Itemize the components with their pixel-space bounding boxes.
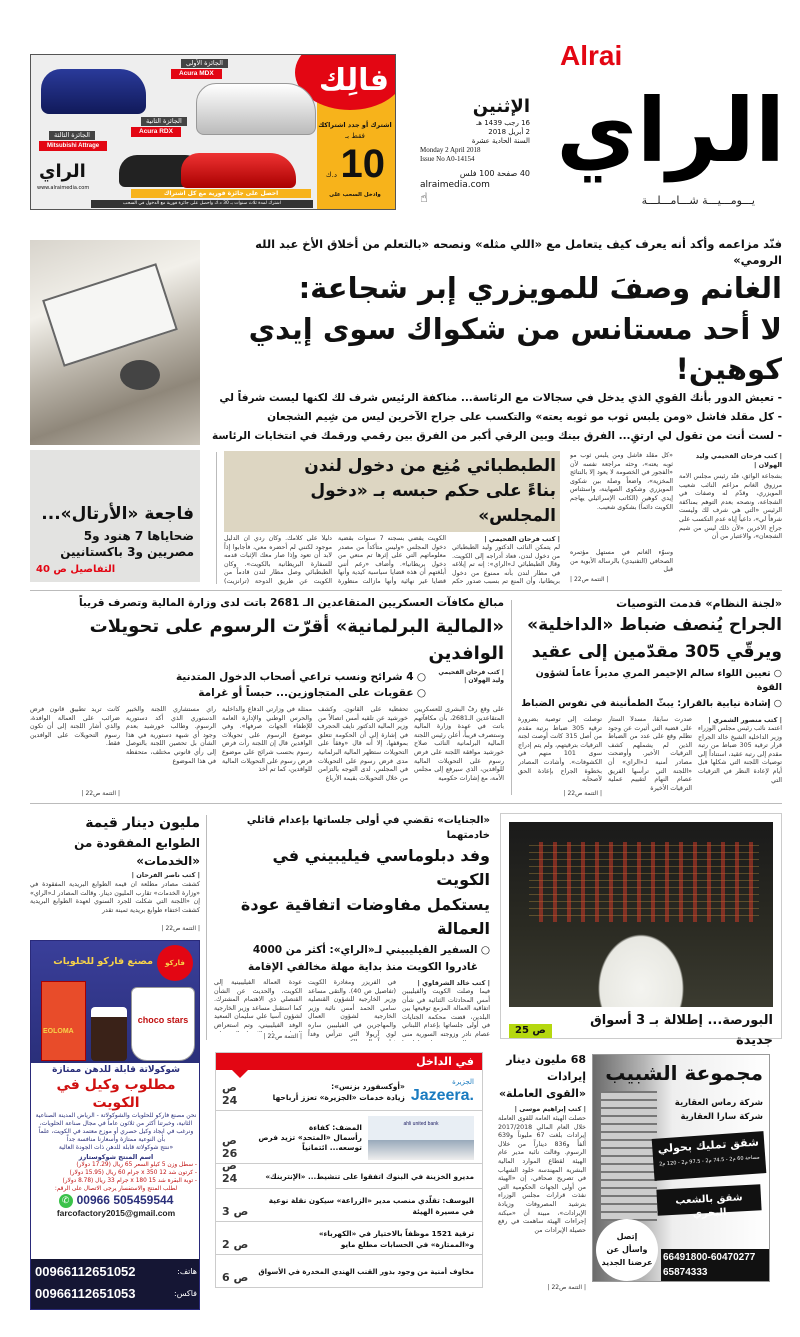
philippines-headline-2: يستكمل مفاوضات اتفاقية عودة العمالة	[240, 895, 490, 938]
year-label: السنة الحادية عشرة	[471, 137, 530, 145]
philippines-body-3: عودة العمالة الفيليبينية إلى الكويت، والحديث عن الشأن القنصلي ذي الاهتمام المشترك. كما استقبل مساعد وزير الخارجية لشؤون آسيا علي سليمان السعيد الوفد الفيليبيني، وتم استعراض	[214, 979, 302, 1029]
realestate-phones[interactable]: 66491800-60470277	[663, 1252, 756, 1263]
lead-body-2: «كل مقلد فاشل ومن يلبس ثوب مو ثوبه يعته»، وحثه مراجعة نفسه لأن «الفجور في الخصومة لا يعود إلا بالنتائج المخزية»، واضعاً وصلة بين شكوى المويزري وشكوى الصهاينة، واستئناس إيدي كوهين (الكاتب الإسرائيلي يهاجم الكويت دائماً) بشكوى شعيب.	[570, 452, 673, 511]
crash-photo	[30, 240, 200, 445]
offer-hawally	[652, 1131, 767, 1181]
philippines-continued[interactable]: | التتمة ص22 |	[263, 1033, 302, 1040]
tragedy-headline: فاجعة «الأرتال»...	[41, 504, 194, 524]
masthead-logo	[556, 40, 785, 212]
lead-bullets	[210, 389, 782, 446]
section-divider	[30, 590, 782, 591]
ad-prize-line: احصل على جائزة فورية مع كل اشتراك	[131, 189, 311, 198]
finance-bullets-row	[30, 669, 504, 701]
lead-body-3: وسوّء الغانم في مستهل مؤتمره الصحافي (التفنيدي) بالرسالة الأبوية من قبل	[570, 549, 673, 574]
inside-header	[216, 1053, 482, 1070]
car-label-mdx: Acura MDX	[171, 69, 222, 79]
farco-line-1: «ننتج شوكولاتة قابلة للدهن ذات الجودة العالية	[58, 1144, 174, 1151]
philippines-body-2: في الفريزر ومغادرة الكويت (تفاصيل ص 40). والتقى مساعد وزير الخارجية للشؤون القنصلية سامي الحمد أمس نائبة وزير الخارجية لشؤون العمال والمهاجرين في الفيليبين ساره لوي آريولا التي تترأس وفداً	[308, 979, 396, 1038]
farco-wanted: مطلوب وكيل في الكويت	[56, 1077, 176, 1111]
farco-email[interactable]: farcofactory2015@gmail.com	[56, 1208, 176, 1218]
ad-price: 10	[340, 142, 385, 186]
tabatabai-body: لم يتمكن النائب الدكتور وليد الطبطبائي من دخول لندن، فعاد أدراجه إلى الكويت. وقال الطبطبائي لـ«الراي»: إنه تم إبلاغه في مطار لندن بأنه ممنوع من دخول بريطانيا، وأن المنع تم بسبب صدور حكم	[452, 544, 560, 585]
finance-body-2: تحفظية على القانون. وكشف خورشيد عن تلقيه أمس اتصالاً من وزير المالية الدكتور نايف الحجرف في إشارة إلى أن الحكومة تتعلق بموقفها، إلا أنه قال «وفقاً على التحويلات ستظهر المالية البرلمانية مدى فرض رسوم على التحويلات في المجلس، لدى التوجه بالتزامن من خلال التحويلات بقيمة الأرباع	[318, 706, 408, 782]
manpower-headline-3: «القوى العاملة»	[498, 1087, 586, 1100]
product-name: choco stars	[137, 1015, 189, 1025]
cta-line: إتصل	[616, 1232, 638, 1241]
subscription-ad[interactable]	[30, 54, 396, 210]
bourse-page-badge[interactable]: ص 25	[509, 1024, 552, 1038]
jazeera-logo-block	[411, 1078, 474, 1105]
inside-item[interactable]	[216, 1073, 482, 1111]
farco-badge: فاركو	[157, 945, 193, 981]
brand-arabic-logo: الراي	[556, 79, 785, 182]
jarrah-byline: | كتب منصور الشمري |	[708, 716, 782, 724]
stamps-byline: | كتب ناصر الفرحان |	[131, 871, 200, 879]
bourse-box[interactable]	[500, 813, 782, 1048]
realestate-company: شركة رماس العقارية	[674, 1098, 763, 1108]
phone-label: هاتف:	[177, 1267, 197, 1276]
farco-text-area	[35, 1064, 197, 1219]
jazeera-logo-ar: الجزيرة	[452, 1078, 474, 1086]
lead-body: بشجاعة الواثق، فنّد رئيس مجلس الأمة مرزوق الغانم مزاعم النائب شعيب المويزري، وقدّم له وصفات في الشجاعة، ونصحه بعدم التوهم بمناكفة الرئيس «التي هي شرف لك وليست شرفاً لي»، داعياً إياه عدم التكسب على جراح الآخرين «لأن ذلك ليس من شيم الشجعان»، والاعتبار من أن	[679, 473, 782, 541]
lead-bullet: - كل مقلد فاشل «ومن يلبس ثوب مو ثوبه يعته» والتكسب على جراح الآخرين ليس من شِيم الشجعان	[267, 410, 782, 423]
inside-page-number: ص 24	[222, 1159, 238, 1185]
philippines-kicker: «الجنايات» تقضي في أولى جلساتها بإعدام قاتلي خادمتهما	[246, 815, 490, 841]
car-tag-second-prize: الجائزة الثانية	[141, 117, 187, 126]
inside-item-text: المضف: كفاءة	[308, 1122, 362, 1132]
car-image-red	[181, 153, 296, 188]
jarrah-body-3: توصلت إلى توصية بضرورة ترقية 305 ضباط برتبة مقدم من أصل 315 كانت أوصت لجنة الترقيات بترقيتهم، ولم يتم إدراج سوى 101 منهم في الكشوفات». وأشادت المصادر بخطوة الجراح بإعادة الحق لأصحابه	[518, 716, 602, 784]
product-small-label: EOLOMA	[43, 1028, 74, 1035]
bank-photo	[368, 1116, 474, 1160]
inside-page-number: ص 2	[222, 1238, 249, 1251]
offer-shaab	[656, 1184, 761, 1220]
ad-logo: الراي	[39, 161, 86, 182]
lead-body-columns	[570, 452, 782, 584]
finance-body: على وقع رفّ البشرى للعسكريين المتقاعدين الـ2681، بأن مكافآتهم باتت في عهدة وزارة المالية وستصرف قريباً، أعلن رئيس اللجنة المالية البرلمانية النائب صلاح خورشيد موافقة اللجنة على فرض رسوم على التحويلات المالية للوافدين، الذي سيرفع إلى مجلس الأمة، مع إشارات حكومية	[414, 706, 504, 782]
farco-body: نحن مصنع فاركو للحلويات والشوكولاتة - الرياض المدينة الصناعية الثانية، وخبرتنا أكثر من ثلاثون عاماً في مجال صناعة الحلويات، ونرغب في ايجاد وكيل حصري أو موزع معتمد في الكويت، علماً بأن النوعية ممتازة وأسعارنا منافسة جداً	[35, 1112, 197, 1143]
lead-bullet: - تعيش الدور بأنك القوي الذي يدخل في سجالات مع الرئاسة... مناكفة الرئيس شرف لك لكنها ليست شرفاً لي	[219, 391, 782, 404]
jarrah-body: اعتمد نائب رئيس مجلس الوزراء وزير الداخلية الشيخ خالد الجراح قرار ترقية 305 ضباط من رتبة مقدم إلى رتبة عقيد، استناداً إلى توصيات اللجنة التي شكلها قبل أيام لإعادة النظر في الترقيات التي	[698, 725, 782, 784]
lead-headline-1: الغانم وصفَ للمويزري إبر شجاعة:	[298, 271, 782, 306]
philippines-byline: | كتب خالد الشرقاوي |	[417, 979, 490, 987]
stamps-headline-1: مليون دينار قيمة	[85, 815, 200, 831]
jarrah-kicker: «لجنة النظام» قدمت التوصيات	[616, 597, 782, 610]
inside-item-text: و«الممتازة» في الحسابات مطلع مايو	[340, 1239, 474, 1249]
ad-draw: وادخل السحب على	[329, 192, 381, 198]
farco-phone-row	[35, 1262, 197, 1282]
farco-ad[interactable]	[30, 940, 200, 1310]
cta-circle	[596, 1219, 658, 1281]
inside-item-text: مديرو الخزينة في البنوك اتفقوا على تنشيط... «الإنتربنك»	[265, 1171, 474, 1181]
website-link[interactable]: alraimedia.com	[420, 180, 490, 190]
car-tag-first-prize: الجائزة الأولى	[181, 59, 228, 68]
stamps-body: كشفت مصادر مطلعة أن قيمة الطوابع البريدية المفقودة في «وزارة الخدمات» تقارب المليون دينار. وقالت المصادر لـ«الراي» إن «اللجنة التي شكلت للجرد السنوي لعهدة الطوابع البريدية كشفت اختفاء طوابع بريدية ثمينة تقدر	[30, 881, 200, 914]
offer-2-title: شقق بالشعب البحري	[675, 1192, 743, 1220]
finance-byline: | كتب فرحان الفحيمي وليد الهولان |	[438, 669, 504, 684]
inside-item-text: ترقية 1521 موظفاً بالاختيار في «الكهرباء»	[318, 1228, 474, 1238]
pointer-hand-icon: ☝	[420, 191, 428, 206]
inside-item[interactable]	[216, 1256, 482, 1287]
finance-bullet: ○ عقوبات على المتجاوزين... حبساً أو غرامة	[30, 685, 426, 701]
bourse-caption-row	[509, 1011, 773, 1051]
farco-whatsapp[interactable]: 00966 505459544	[76, 1193, 174, 1207]
column-divider	[511, 600, 512, 795]
tabatabai-body-3: دليلاً على كلامك. وكان ردي أن الدليل موجود لكنني لم أحضره معي، فأجابوا إذاً لابد أن تعود وإذا صار معك الإثبات قدمه للسفارة البريطانية بالكويت». وكان الطبطبائي وصل مطار لندن قادماً من الكويت عن طريق الدوحة (ترانزيت)	[224, 535, 332, 585]
finance-body-5: كانت تريد تطبيق قانون فرض ضرائب على العمالة الوافدة، والذي أشار اللجنة إلى أن تكون رسوم التحويلات على الوافدين فقط.	[30, 706, 120, 748]
philippines-body: فيما وصلت الكويت والفيليبين أمس المحادثات الثنائية في شأن اتفاقية العمالة المزمع توقيعها بين البلدين، قضت محكمة الجنايات في أولى جلساتها بإعدام اللبناني عصام نادر وزوجته السورية منى	[402, 988, 490, 1038]
farco-header: مصنع فاركو للحلويات	[53, 956, 153, 967]
farco-tag: شوكولاتة قابلة للدهن ممتازة	[52, 1065, 180, 1075]
car-label-rdx: Acura RDX	[131, 127, 181, 137]
tabatabai-story	[224, 451, 560, 585]
date-block	[420, 95, 530, 206]
bourse-caption: البورصة... إطلالة بـ 3 أسواق جديدة	[590, 1013, 773, 1048]
jarrah-continued[interactable]: | التتمة ص22 |	[563, 790, 602, 797]
car-tag-third-prize: الجائزة الثالثة	[49, 131, 95, 140]
inside-item[interactable]	[216, 1223, 482, 1255]
philippines-bullet: ○ السفير الفيليبيني لـ«الراي»: أكثر من 4000	[214, 942, 490, 958]
brand-latin: Alrai	[560, 40, 623, 71]
product-box-image	[41, 981, 86, 1061]
inside-item[interactable]	[216, 1159, 482, 1189]
jarrah-bullet: ○ تعيين اللواء سالم الإحيمر المري مديراً عاماً لشؤون القوة	[518, 667, 782, 695]
finance-story	[30, 596, 504, 798]
inside-item-text: «أوكسفورد بزنس»:	[331, 1081, 405, 1091]
inside-item[interactable]	[216, 1190, 482, 1222]
farco-line-2: اسم المنتج شوكوستارز	[78, 1152, 154, 1161]
cta-line: عرضنا الجديد	[601, 1258, 653, 1267]
farco-fax-row	[35, 1284, 197, 1304]
stamps-continued[interactable]: | التتمة ص22 |	[161, 925, 200, 932]
realestate-ad[interactable]	[592, 1054, 770, 1282]
tragedy-sub: ضحاياها 7 هنود و5 مصريين و3 باكستانيين	[60, 529, 194, 559]
ad-title: فالِك	[318, 63, 389, 98]
jarrah-headline-1: الجراح يُنصف ضباط «الداخلية»	[527, 615, 782, 635]
finance-bullet: ○ 4 شرائح ونسب تراعي أصحاب الدخول المتدنية	[30, 669, 426, 685]
jarrah-headline-2: ويرقّي 305 مقدّمين إلى عقيد	[531, 642, 782, 662]
manpower-body: حصلت الهيئة العامة للقوى العاملة خلال العام المالي 2017/2018 إيرادات بلغت 67 مليوناً و639 ألفاً و836 ديناراً من خلال الرسوم. وقالت نائبة مدير عام الهيئة لقطاع الموارد المالية البشرية المهندسة خلود الشهاب في تصريح صحافي، إن «الهيئة من أولى الجهات الحكومية التي نفذت قرارات مجلس الوزراء بترشيد المصروفات وزيادة الإيرادات»، مبينة أن «ميكنة إجراءات الهيئة ساهمت في رفع حصيلة الإيرادات من	[498, 1115, 586, 1234]
finance-headline: «المالية البرلمانية» أقرّت الرسوم على تحويلات الوافدين	[89, 616, 504, 664]
lead-story	[210, 236, 782, 446]
section-divider	[30, 803, 782, 804]
ad-site: www.alraimedia.com	[37, 185, 90, 191]
inside-title: في الداخل	[416, 1055, 474, 1068]
inside-item-text: رأسمال «المتحد» تزيد فرص	[258, 1132, 362, 1142]
bank-photo-label: ahli united bank	[403, 1120, 439, 1127]
manpower-story	[498, 1052, 586, 1292]
farco-price: - توبة البقرة شد 15 x 180 جرام 33 ريال (8.78 دولار)	[62, 1178, 197, 1184]
tabatabai-headline-2: بناءً على حكم حبسه بـ «دخول المجلس»	[310, 481, 556, 526]
ad-subscribe: اشترك أو جدد اشتراكك	[318, 121, 392, 129]
finance-kicker: مبالغ مكافآت العسكريين المتقاعدين الـ 2681 باتت لدى وزارة المالية وتصرف قريباً	[78, 597, 504, 609]
manpower-headline-2: إيرادات	[547, 1070, 586, 1083]
realestate-phones[interactable]: 65874333	[663, 1267, 708, 1278]
car-image-blue	[41, 69, 146, 114]
inside-item-text: في مسيرة الهيئة	[412, 1206, 474, 1216]
tabatabai-headline-box	[224, 451, 560, 532]
inside-item[interactable]	[216, 1112, 482, 1164]
inside-page-number: ص 24	[222, 1081, 238, 1107]
inside-item-text: اليوسف: تقلّدي منصب مدير «الزراعة» سيكون نقلة نوعية	[268, 1195, 474, 1205]
column-divider	[206, 815, 207, 1040]
lead-continued[interactable]: | التتمة ص22 |	[570, 576, 609, 583]
finance-body-4: رأي مستشاري اللجنة والخبير الدستوري الذي أكد دستورية الرسوم. وطالب خورشيد بعدم وجود أي شبهة دستورية في هذا الشأن بل تحصين اللجنة بالتوصل إلى رأي قانوني مختلف، متحفظة في هذا الموضوع	[126, 706, 216, 765]
inside-page-number: ص 3	[222, 1205, 249, 1218]
inside-page-number: ص 6	[222, 1271, 249, 1284]
manpower-byline: | كتب إبراهيم موسى |	[514, 1105, 586, 1113]
whatsapp-icon: ✆	[59, 1194, 73, 1208]
english-date: Monday 2 April 2018	[420, 146, 481, 154]
ad-prize-sub: اشترك لمدة ثلاث سنوات بـ 30 د.ك واحصل على جائزة فورية مع الدخول في السحب	[91, 200, 313, 208]
ad-currency: د.ك	[325, 171, 337, 179]
day-name: الإثنين	[472, 96, 530, 117]
jarrah-story	[518, 596, 782, 798]
philippines-bullet-cont: غادروا الكويت منذ بداية مهلة مخالفي الإقامة	[248, 961, 478, 973]
hijri-date: 16 رجب 1439 هـ	[476, 119, 530, 127]
tragedy-box[interactable]	[30, 450, 200, 582]
stamps-story	[30, 813, 200, 933]
tragedy-details-link[interactable]: التفاصيل ص 40	[36, 564, 116, 575]
inside-item-text: مخاوف أمنية من وجود بذور القنب الهندي المخدرة في الأسواق	[258, 1267, 474, 1276]
issue-number: Issue No A0-14154	[420, 155, 475, 163]
column-divider	[216, 452, 217, 584]
car-label-attrage: Mitsubishi Attrage	[39, 141, 107, 151]
stamps-headline-2: الطوابع المفقودة من «الخدمات»	[74, 836, 200, 868]
farco-price: - سطل وزن 5 كيلو السعر 65 ريال (17.29 دولار)	[76, 1162, 197, 1168]
philippines-headline-1: وفد دبلوماسي فيليبيني في الكويت	[272, 846, 490, 889]
fax-label: فاكس:	[174, 1289, 197, 1298]
jarrah-bullet: ○ إشادة نيابية بالقرار: يبثّ الطمأنينة في نفوس الضباط	[518, 697, 782, 711]
farco-price: - كرتون شد 12 x 350 جرام 60 ريال (15.95 دولار)	[69, 1170, 197, 1176]
lead-kicker: فنّد مزاعمه وأكد أنه يعرف كيف يتعامل مع «اللي مثله» ونصحه «بالتعلم من أخلاق الأخ عبد الله الرومي»	[255, 237, 782, 267]
jarrah-body-2: صدرت سابقاً، مسدلاً الستار على قضية التي أثيرت عن وجود تظلم وقع على عدد من الضباط الذين لم يشملهم كشف الترقيات الأخير. وأوضحت مصادر أمنية لـ«الراي» أن «اللجنة التي ترأسها الفريق عصام النهام لتقييم عملية الترقيات الأخيرة	[608, 716, 692, 792]
farco-fax: 00966112651053	[35, 1286, 136, 1301]
finance-continued[interactable]: | التتمة ص22 |	[81, 790, 120, 797]
building-image	[601, 1091, 657, 1221]
offer-1-sizes: مساحة 60 م2 - 74.5 م2 - 97.5 م2 - 120 م2	[658, 1154, 760, 1168]
ad-only: فقط بـ	[345, 132, 365, 140]
inside-page-number: ص 26	[222, 1134, 238, 1160]
philippines-story	[214, 813, 490, 1041]
gregorian-date: 2 أبريل 2018	[488, 128, 530, 136]
tabatabai-body-2: الكويت يقضي بسجنه 7 سنوات بقضية دخول المجلس «وليس متأكداً من مصدر معلوماتهم التي على إثرها تم منعي من دخول بريطانيا». وأضاف «رغم أنني أبلغتهم أن هذه قضايا سياسية كيدية وأنها قضايا غير نهائية وأنها مازالت منظورة	[338, 535, 446, 585]
inside-item-text: توسعه... ائتمانياً	[302, 1142, 362, 1152]
lead-bullet: - لست أنت من تقول لي ارتقِ... الفرق بينك وبين الرقي أكبر من الفرق بين رقمي ورقمك في انتخابات الرئاسة	[212, 429, 782, 442]
tabatabai-byline: | كتب فرحان الفحيمي |	[484, 535, 560, 543]
farco-contact-note: لطلب المنتج والاستفسار يرجى الاتصال على الرقم:	[54, 1186, 178, 1192]
jazeera-logo: Jazeera.	[410, 1087, 474, 1104]
manpower-headline-1: 68 مليون دينار	[506, 1053, 586, 1066]
pages-price: 40 صفحة 100 فلس	[459, 169, 530, 178]
farco-whatsapp-row	[35, 1193, 197, 1208]
inside-box	[215, 1052, 483, 1288]
lead-byline: | كتب فرحان الفحيمي وليد الهولان |	[695, 452, 782, 469]
finance-body-3: ممثلة في وزارتي الدفاع والداخلية والحرس الوطني والإدارة العامة للإطفاء الجهات صرفها». وفي موضوع الرسوم على تحويلات الوافدين قال إن اللجنة رأت فرض رسوم بحسب شرائح على موضوع فرض رسوم على التحويلات المالية للوافدين، كما تم أخذ	[222, 706, 312, 774]
realestate-title: مجموعة الشبيب	[605, 1061, 763, 1085]
car-image-white	[196, 83, 316, 135]
realestate-company: شركة سارا العقارية	[680, 1112, 763, 1122]
lead-headline-2: لا أحد مستانس من شكواك سوى إيدي كوهين!	[248, 311, 782, 386]
product-jar-image	[91, 1007, 127, 1061]
inside-item-text: زيادة خدمات «الجزيرة» تعزز أرباحها	[272, 1092, 405, 1102]
cta-line: واسأل عن	[606, 1245, 648, 1254]
offer-1-title: شقق تمليك بحولي	[657, 1135, 760, 1156]
bourse-photo	[509, 822, 773, 1007]
manpower-continued[interactable]: | التتمة ص22 |	[547, 1284, 586, 1291]
tagline: يـــومـــيـــة شـــامـــلـــة	[641, 194, 755, 207]
farco-phone[interactable]: 00966112651052	[35, 1264, 136, 1279]
tabatabai-headline-1: الطبطبائي مُنِع من دخول لندن	[304, 456, 556, 476]
